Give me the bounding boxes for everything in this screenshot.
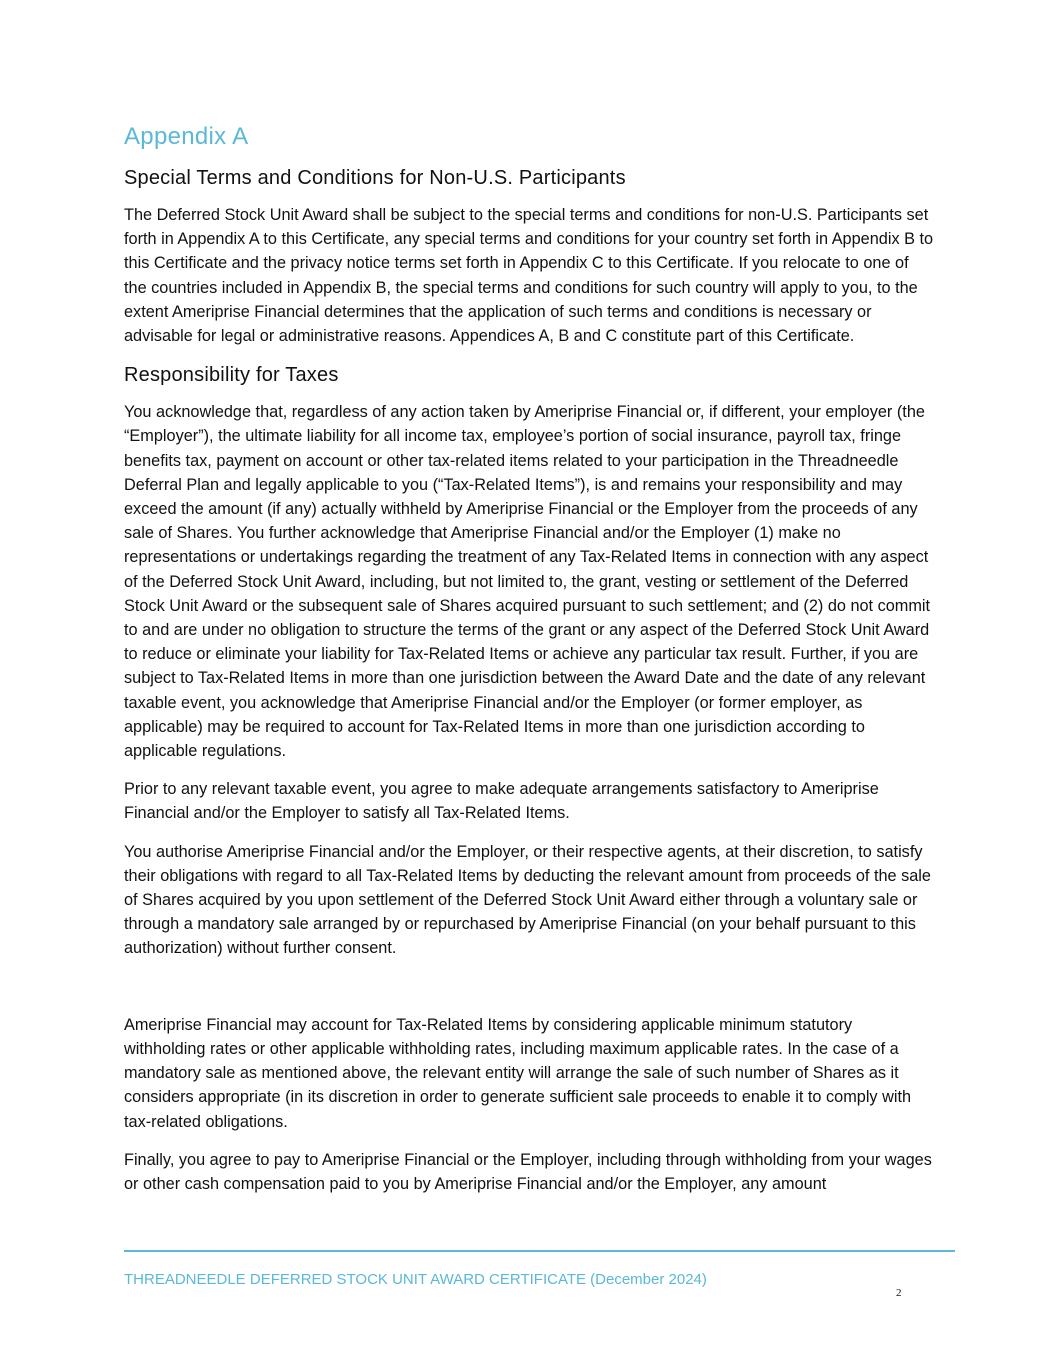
paragraph-withholding-rates: Ameriprise Financial may account for Tax-Related Items by considering applicable minimum statutory withholding rates or other applicable withholding rates, including maximum applicable rates. In the case of a mandatory sale as mentioned above, the relevant entity will arrange the sale of such number of Shares as it considers appropriate (in its discretion in order to generate sufficient sale proceeds to enable it to comply with tax-related obligations.	[124, 1015, 912, 1131]
paragraph-special-terms: The Deferred Stock Unit Award shall be subject to the special terms and conditions for non-U.S. Participants set forth in Appendix A to this Certificate, any special terms and conditions for your country set forth in Appendix B to this Certificate and the privacy notice terms set forth in Appendix C to this Certificate. If you relocate to one of the countries included in Appendix B, the special terms and conditions for such country will apply to you, to the extent Ameriprise Financial determines that the application of such terms and conditions is necessary or advisable for legal or administrative reasons. Appendices A, B and C constitute part of this Certificate.	[124, 206, 934, 346]
paragraph-tax-arrangements: Prior to any relevant taxable event, you agree to make adequate arrangements satisfactory to Ameriprise Financial and/or the Employer to satisfy all Tax-Related Items.	[124, 780, 879, 823]
paragraph-payment-agreement: Finally, you agree to pay to Ameriprise Financial or the Employer, including through withholding from your wages or other cash compensation paid to you by Ameriprise Financial and/or the Employer, any amount	[124, 1150, 932, 1193]
footer-title: THREADNEEDLE DEFERRED STOCK UNIT AWARD CERTIFICATE (December 2024)	[124, 1271, 707, 1288]
paragraph-gap	[124, 975, 934, 1013]
paragraph-tax-authorisation: You authorise Ameriprise Financial and/or the Employer, or their respective agents, at their discretion, to satisfy their obligations with regard to all Tax-Related Items by deducting the relevant amount from proceeds of the sale of Shares acquired by you upon settlement of the Deferred Stock Unit Award either through a voluntary sale or through a mandatory sale arranged by or repurchased by Ameriprise Financial (on your behalf pursuant to this authorization) without further consent.	[124, 842, 931, 958]
page-number: 2	[896, 1287, 902, 1299]
appendix-title: Appendix A	[124, 123, 249, 150]
footer-divider	[124, 1250, 955, 1252]
page-content	[124, 121, 934, 1210]
heading-responsibility-for-taxes: Responsibility for Taxes	[124, 364, 339, 387]
heading-special-terms: Special Terms and Conditions for Non-U.S. Participants	[124, 167, 626, 189]
paragraph-tax-liability: You acknowledge that, regardless of any action taken by Ameriprise Financial or, if different, your employer (the “Employer”), the ultimate liability for all income tax, employee’s portion of social insurance, payroll tax, fringe benefits tax, payment on account or other tax-related items related to your participation in the Threadneedle Deferral Plan and legally applicable to you (“Tax-Related Items”), is and remains your responsibility and may exceed the amount (if any) actually withheld by Ameriprise Financial or the Employer from the proceeds of any sale of Shares. You further acknowledge that Ameriprise Financial and/or the Employer (1) make no representations or undertakings regarding the treatment of any Tax-Related Items in connection with any aspect of the Deferred Stock Unit Award, including, but not limited to, the grant, vesting or settlement of the Deferred Stock Unit Award or the subsequent sale of Shares acquired pursuant to such settlement; and (2) do not commit to and are under no obligation to structure the terms of the grant or any aspect of the Deferred Stock Unit Award to reduce or eliminate your liability for Tax-Related Items or achieve any particular tax result. Further, if you are subject to Tax-Related Items in more than one jurisdiction between the Award Date and the date of any relevant taxable event, you acknowledge that Ameriprise Financial and/or the Employer (or former employer, as applicable) may be required to account for Tax-Related Items in more than one jurisdiction according to applicable regulations.	[124, 403, 931, 761]
